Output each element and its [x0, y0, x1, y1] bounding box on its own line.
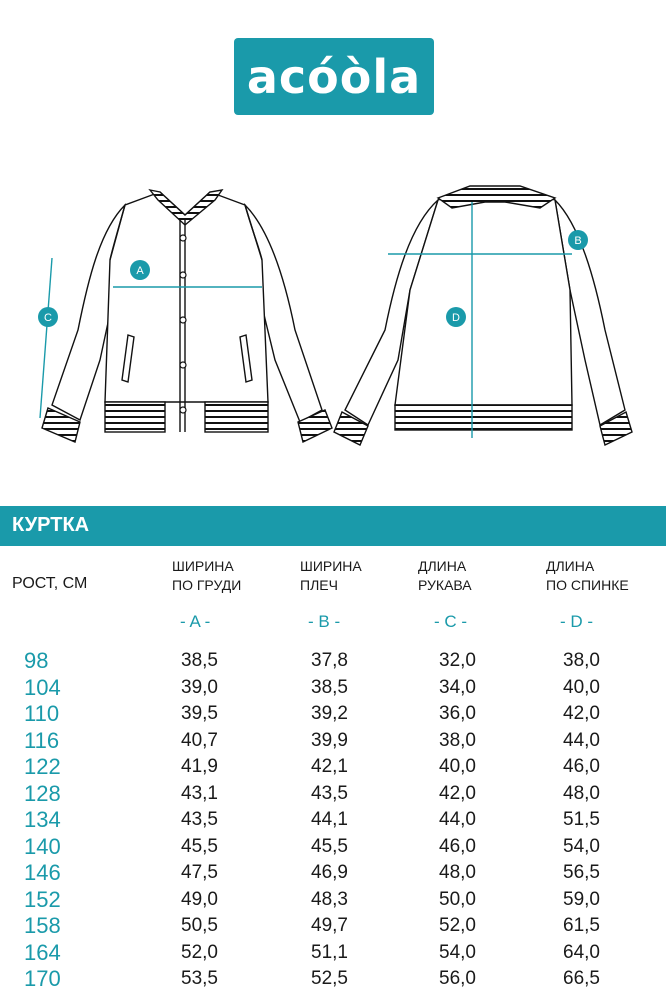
- cell-chest: 39,5: [181, 703, 218, 724]
- row-height: 122: [24, 754, 61, 779]
- header-sleeve: ДЛИНА РУКАВА: [418, 558, 472, 593]
- table-row: [0, 648, 666, 674]
- cell-chest: 39,0: [181, 676, 218, 698]
- cell-shoulder: 39,2: [311, 703, 348, 724]
- brand-logo: [234, 38, 434, 115]
- cell-shoulder: 49,7: [311, 915, 348, 936]
- cell-back: 44,0: [563, 729, 600, 751]
- cell-sleeve: 46,0: [439, 835, 476, 857]
- table-row: [0, 860, 666, 886]
- letter-c: - C -: [434, 612, 468, 631]
- jacket-sketch: [0, 170, 666, 450]
- row-height: 158: [24, 913, 61, 938]
- cell-sleeve: 56,0: [439, 968, 476, 989]
- row-height: 134: [24, 807, 61, 832]
- cell-sleeve: 50,0: [439, 888, 476, 910]
- cell-shoulder: 43,5: [311, 782, 348, 804]
- row-height: 152: [24, 886, 61, 912]
- row-height: 164: [24, 939, 61, 965]
- table-row: [0, 940, 666, 966]
- cell-sleeve: 44,0: [439, 809, 476, 830]
- table-row: [0, 781, 666, 807]
- brand-logo-text: acóòla: [246, 49, 422, 104]
- cell-back: 56,5: [563, 862, 600, 883]
- table-row: [0, 807, 666, 833]
- cell-chest: 53,5: [181, 968, 218, 989]
- table-row: [0, 887, 666, 913]
- cell-chest: 50,5: [181, 915, 218, 936]
- cell-shoulder: 45,5: [311, 835, 348, 857]
- cell-sleeve: 38,0: [439, 729, 476, 751]
- header-chest: ШИРИНА ПО ГРУДИ: [172, 558, 242, 593]
- cell-sleeve: 42,0: [439, 782, 476, 804]
- letter-d: - D -: [560, 612, 594, 631]
- row-height: 110: [24, 701, 60, 726]
- label-a: A: [136, 265, 144, 277]
- cell-shoulder: 44,1: [311, 809, 348, 830]
- row-height: 98: [24, 648, 49, 673]
- cell-back: 61,5: [563, 915, 600, 936]
- row-height: 170: [24, 966, 61, 991]
- cell-sleeve: 52,0: [439, 915, 476, 936]
- cell-chest: 41,9: [181, 756, 218, 777]
- cell-sleeve: 40,0: [439, 756, 476, 777]
- label-b: B: [574, 235, 582, 247]
- cell-back: 48,0: [563, 782, 600, 804]
- letter-b: - B -: [308, 612, 341, 631]
- cell-back: 64,0: [563, 941, 600, 963]
- table-row: [0, 913, 666, 939]
- cell-shoulder: 42,1: [311, 756, 348, 777]
- cell-chest: 43,5: [181, 809, 218, 830]
- header-back: ДЛИНА ПО СПИНКЕ: [546, 558, 629, 593]
- label-d: D: [452, 312, 460, 324]
- cell-chest: 47,5: [181, 862, 218, 883]
- header-height: РОСТ, СМ: [12, 575, 88, 592]
- cell-chest: 40,7: [181, 729, 218, 751]
- cell-back: 38,0: [563, 650, 600, 671]
- cell-back: 40,0: [563, 676, 600, 698]
- row-height: 128: [24, 780, 61, 806]
- cell-shoulder: 46,9: [311, 862, 348, 883]
- cell-shoulder: 37,8: [311, 650, 348, 671]
- cell-back: 46,0: [563, 756, 600, 777]
- row-height: 104: [24, 674, 61, 700]
- label-c: C: [44, 312, 52, 324]
- letter-a: - A -: [180, 612, 211, 631]
- row-height: 140: [24, 833, 61, 859]
- section-title-bar: [0, 506, 666, 546]
- cell-shoulder: 39,9: [311, 729, 348, 751]
- cell-shoulder: 51,1: [311, 941, 348, 963]
- cell-chest: 45,5: [181, 835, 218, 857]
- table-row: [0, 834, 666, 860]
- cell-shoulder: 48,3: [311, 888, 348, 910]
- cell-shoulder: 38,5: [311, 676, 348, 698]
- cell-sleeve: 34,0: [439, 676, 476, 698]
- cell-back: 51,5: [563, 809, 600, 830]
- cell-sleeve: 48,0: [439, 862, 476, 883]
- cell-shoulder: 52,5: [311, 968, 348, 989]
- cell-back: 42,0: [563, 703, 600, 724]
- section-title: КУРТКА: [12, 514, 90, 536]
- front-view: [42, 190, 332, 442]
- table-row: [0, 675, 666, 701]
- cell-chest: 52,0: [181, 941, 218, 963]
- table-row: [0, 966, 666, 992]
- row-height: 146: [24, 860, 61, 885]
- cell-back: 59,0: [563, 888, 600, 910]
- cell-chest: 43,1: [181, 782, 218, 804]
- header-shoulder: ШИРИНА ПЛЕЧ: [300, 558, 362, 593]
- table-row: [0, 754, 666, 780]
- cell-chest: 49,0: [181, 888, 218, 910]
- cell-chest: 38,5: [181, 650, 218, 671]
- back-view: [334, 186, 632, 445]
- cell-back: 66,5: [563, 968, 600, 989]
- cell-back: 54,0: [563, 835, 600, 857]
- cell-sleeve: 32,0: [439, 650, 476, 671]
- table-row: [0, 728, 666, 754]
- cell-sleeve: 54,0: [439, 941, 476, 963]
- cell-sleeve: 36,0: [439, 703, 476, 724]
- row-height: 116: [24, 727, 60, 753]
- table-row: [0, 701, 666, 727]
